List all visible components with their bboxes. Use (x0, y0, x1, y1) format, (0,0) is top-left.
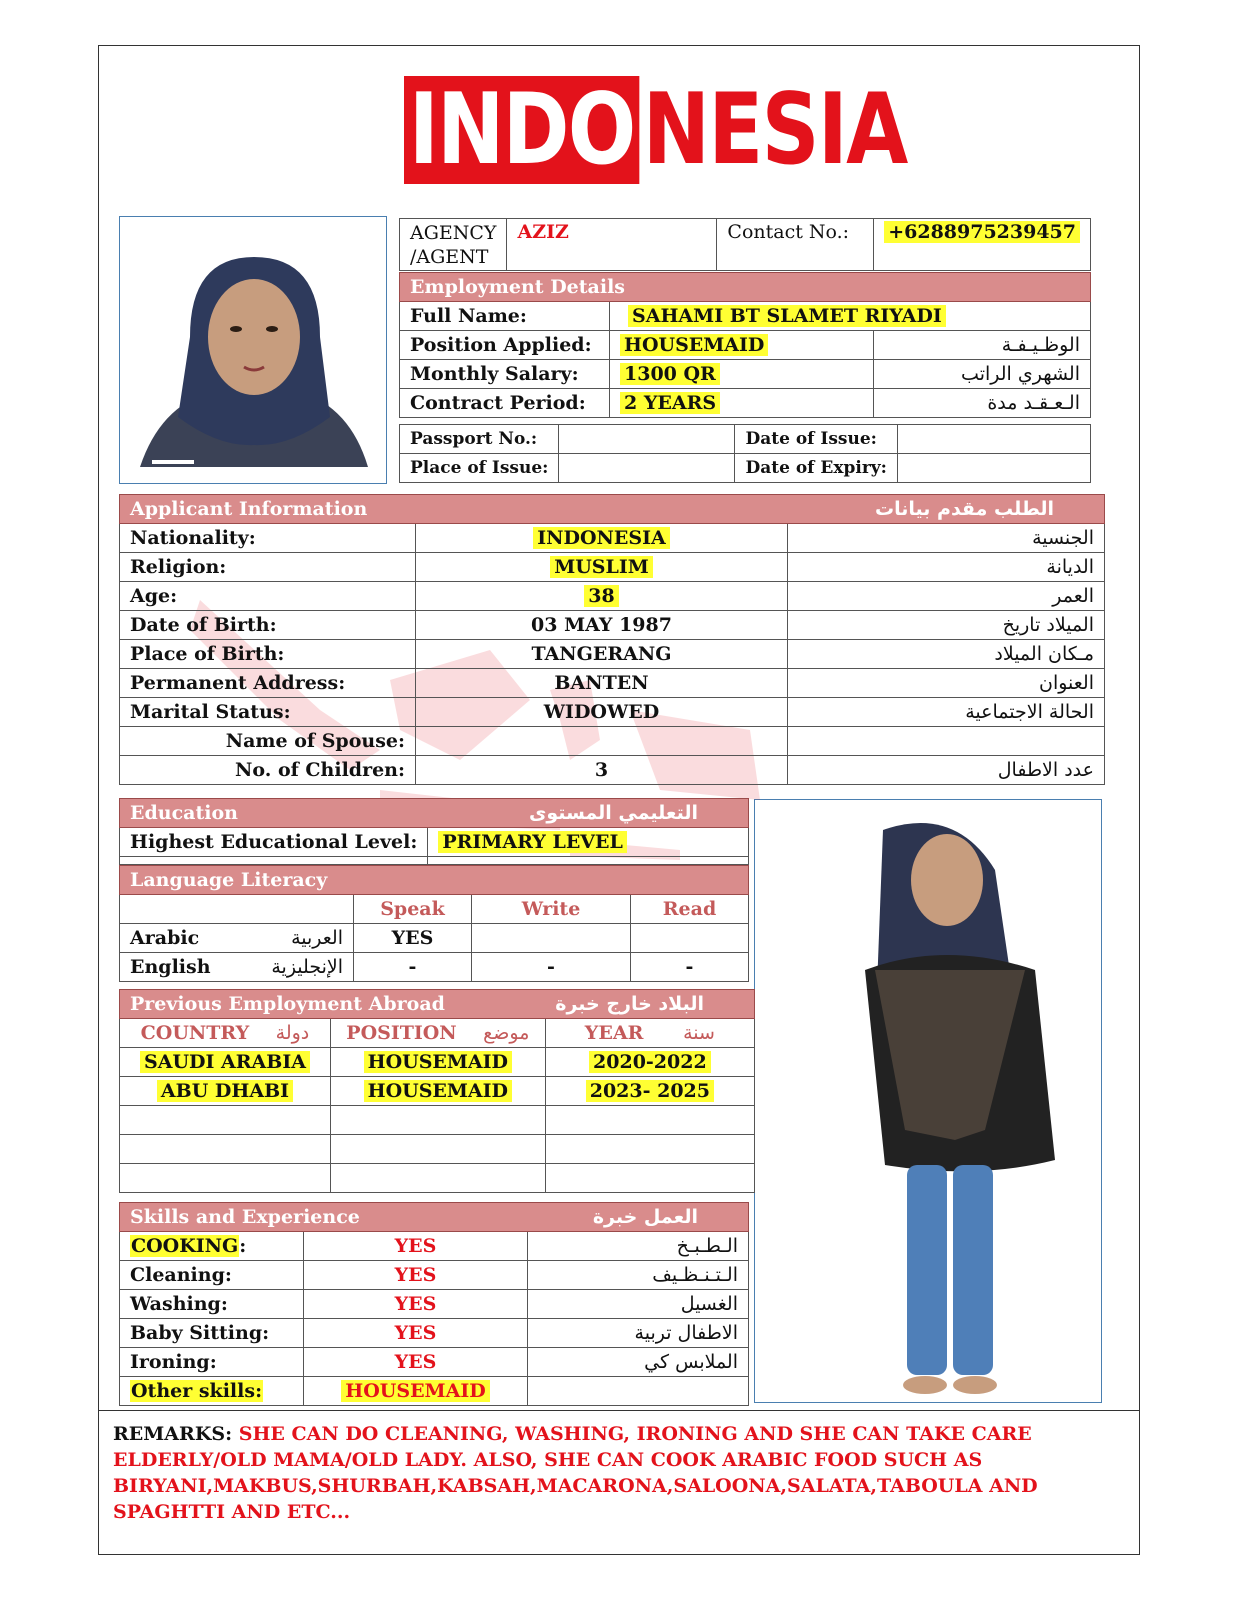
applicant-row (120, 640, 1105, 669)
prev-position-1: HOUSEMAID (364, 1051, 512, 1073)
year-col-header: YEAR سنة (545, 1019, 754, 1048)
applicant-row (120, 669, 1105, 698)
passport-table (399, 424, 1091, 483)
applicant-value: MUSLIM (550, 556, 653, 578)
remarks-label: REMARKS: (113, 1423, 233, 1445)
applicant-label: Marital Status: (120, 698, 416, 727)
contract-ar: الـعـقـد مدة (874, 389, 1091, 418)
issue-date-label: Date of Issue: (735, 425, 897, 454)
skill-row (120, 1319, 749, 1348)
applicant-label-ar: العنوان (788, 669, 1105, 698)
logo-boxed-text: INDO (404, 76, 639, 184)
prev-position-2: HOUSEMAID (364, 1080, 512, 1102)
salary-label: Monthly Salary: (400, 360, 610, 389)
skills-table (119, 1202, 749, 1406)
english-write: - (472, 953, 631, 982)
applicant-row (120, 727, 1105, 756)
contract-value: 2 YEARS (620, 392, 720, 414)
write-header: Write (472, 895, 631, 924)
skill-label-ar: الغسيل (528, 1290, 749, 1319)
applicant-label: Nationality: (120, 524, 416, 553)
place-issue-label: Place of Issue: (400, 454, 559, 483)
position-value: HOUSEMAID (620, 334, 768, 356)
skill-label-ar (528, 1377, 749, 1406)
lang-english: English الإنجليزية (120, 953, 354, 982)
skill-label-ar: الـتـنـظـيف (528, 1261, 749, 1290)
applicant-header-ar: الطلب مقدم بيانات (788, 495, 1105, 524)
table-row (120, 1135, 755, 1164)
applicant-table (119, 494, 1105, 785)
previous-header: Previous Employment Abroad (120, 990, 546, 1019)
applicant-row (120, 524, 1105, 553)
language-table (119, 865, 749, 982)
position-label: Position Applied: (400, 331, 610, 360)
headshot-photo (119, 216, 387, 484)
applicant-label: Permanent Address: (120, 669, 416, 698)
education-value: PRIMARY LEVEL (438, 831, 627, 853)
skill-row (120, 1232, 749, 1261)
applicant-label-ar: العمر (788, 582, 1105, 611)
prev-year-1: 2020-2022 (589, 1051, 711, 1073)
agency-label: AGENCY /AGENT (400, 219, 507, 271)
applicant-value: WIDOWED (543, 701, 660, 723)
agency-table (399, 218, 1091, 271)
skill-label: COOKING (131, 1235, 239, 1257)
applicant-label-ar (788, 727, 1105, 756)
salary-ar: الشهري الراتب (874, 360, 1091, 389)
skill-label: Cleaning: (130, 1264, 232, 1286)
applicant-value: 03 MAY 1987 (531, 614, 672, 636)
skill-label: Ironing: (130, 1351, 217, 1373)
applicant-row (120, 582, 1105, 611)
table-row (120, 1164, 755, 1193)
skills-header: Skills and Experience (120, 1203, 528, 1232)
speak-header: Speak (354, 895, 472, 924)
applicant-row (120, 553, 1105, 582)
applicant-label-ar: عدد الاطفال (788, 756, 1105, 785)
country-col-header: COUNTRY دولة (120, 1019, 331, 1048)
skill-label-ar: الملابس كي (528, 1348, 749, 1377)
applicant-label-ar: الجنسية (788, 524, 1105, 553)
full-body-photo-icon (755, 800, 1102, 1403)
employment-header: Employment Details (400, 273, 1091, 302)
applicant-row (120, 611, 1105, 640)
full-name-label: Full Name: (400, 302, 610, 331)
previous-header-ar: البلاد خارج خبرة (545, 990, 754, 1019)
language-header: Language Literacy (120, 866, 749, 895)
applicant-value: TANGERANG (531, 643, 672, 665)
agency-value: AZIZ (507, 219, 717, 271)
applicant-value: 38 (584, 585, 618, 607)
passport-no-label: Passport No.: (400, 425, 559, 454)
applicant-label-ar: الديانة (788, 553, 1105, 582)
full-name-value: SAHAMI BT SLAMET RIYADI (628, 305, 946, 327)
applicant-label: No. of Children: (120, 756, 416, 785)
headshot-photo-icon (120, 217, 387, 484)
employment-table (399, 272, 1091, 418)
applicant-label-ar: الميلاد تاريخ (788, 611, 1105, 640)
table-row (120, 1106, 755, 1135)
position-ar: الوظـيـفـة (874, 331, 1091, 360)
arabic-read (631, 924, 749, 953)
applicant-row (120, 756, 1105, 785)
skill-value: YES (394, 1293, 437, 1315)
prev-year-2: 2023- 2025 (586, 1080, 714, 1102)
contact-value: +6288975239457 (884, 221, 1080, 243)
education-header-ar: التعليمي المستوى (428, 799, 749, 828)
arabic-speak: YES (354, 924, 472, 953)
skill-row (120, 1348, 749, 1377)
contract-label: Contract Period: (400, 389, 610, 418)
applicant-value: 3 (594, 759, 609, 781)
logo-plain-text: NESIA (642, 73, 907, 187)
applicant-label: Name of Spouse: (120, 727, 416, 756)
applicant-label: Date of Birth: (120, 611, 416, 640)
applicant-label-ar: مـكان الميلاد (788, 640, 1105, 669)
salary-value: 1300 QR (620, 363, 720, 385)
education-header: Education (120, 799, 428, 828)
remarks-text: SHE CAN DO CLEANING, WASHING, IRONING AND SHE CAN TAKE CARE ELDERLY/OLD MAMA/OLD LADY. ALSO, SHE CAN COOK ARABIC FOOD SUCH AS BIRYANI,MAKBUS,SHURBAH,KABSAH,MACARONA,SALOONA,SALATA,TABOULA AND SPAGHTTI AND ETC... (113, 1423, 1038, 1523)
applicant-row (120, 698, 1105, 727)
expiry-date-label: Date of Expiry: (735, 454, 897, 483)
applicant-value: INDONESIA (533, 527, 669, 549)
applicant-value: BANTEN (554, 672, 649, 694)
english-speak: - (354, 953, 472, 982)
skill-label: Baby Sitting: (130, 1322, 270, 1344)
applicant-label: Age: (120, 582, 416, 611)
lang-arabic: Arabic العربية (120, 924, 354, 953)
education-table (119, 798, 749, 865)
skill-label: Other skills: (131, 1380, 263, 1402)
skill-label: Washing: (130, 1293, 228, 1315)
skill-row (120, 1377, 749, 1406)
applicant-label-ar: الحالة الاجتماعية (788, 698, 1105, 727)
applicant-header: Applicant Information (120, 495, 788, 524)
education-label: Highest Educational Level: (120, 828, 428, 857)
remarks-box (98, 1410, 1140, 1555)
position-col-header: POSITION موضع (330, 1019, 545, 1048)
applicant-label: Place of Birth: (120, 640, 416, 669)
skill-row (120, 1290, 749, 1319)
previous-employment-table (119, 989, 755, 1193)
skill-row (120, 1261, 749, 1290)
read-header: Read (631, 895, 749, 924)
skill-label-ar: الـطـبـخ (528, 1232, 749, 1261)
arabic-write (472, 924, 631, 953)
applicant-label: Religion: (120, 553, 416, 582)
skill-value: YES (394, 1235, 437, 1257)
skill-value: YES (394, 1351, 437, 1373)
english-read: - (631, 953, 749, 982)
skill-label-ar: الاطفال تربية (528, 1319, 749, 1348)
skill-value: YES (394, 1322, 437, 1344)
prev-country-1: SAUDI ARABIA (140, 1051, 310, 1073)
prev-country-2: ABU DHABI (157, 1080, 293, 1102)
skill-value: HOUSEMAID (341, 1380, 489, 1402)
skill-value: YES (394, 1264, 437, 1286)
skills-header-ar: العمل خبرة (528, 1203, 749, 1232)
contact-label: Contact No.: (717, 219, 874, 271)
indonesia-logo (404, 73, 907, 187)
skill-label-suffix: : (239, 1235, 247, 1257)
full-body-photo (754, 799, 1102, 1403)
